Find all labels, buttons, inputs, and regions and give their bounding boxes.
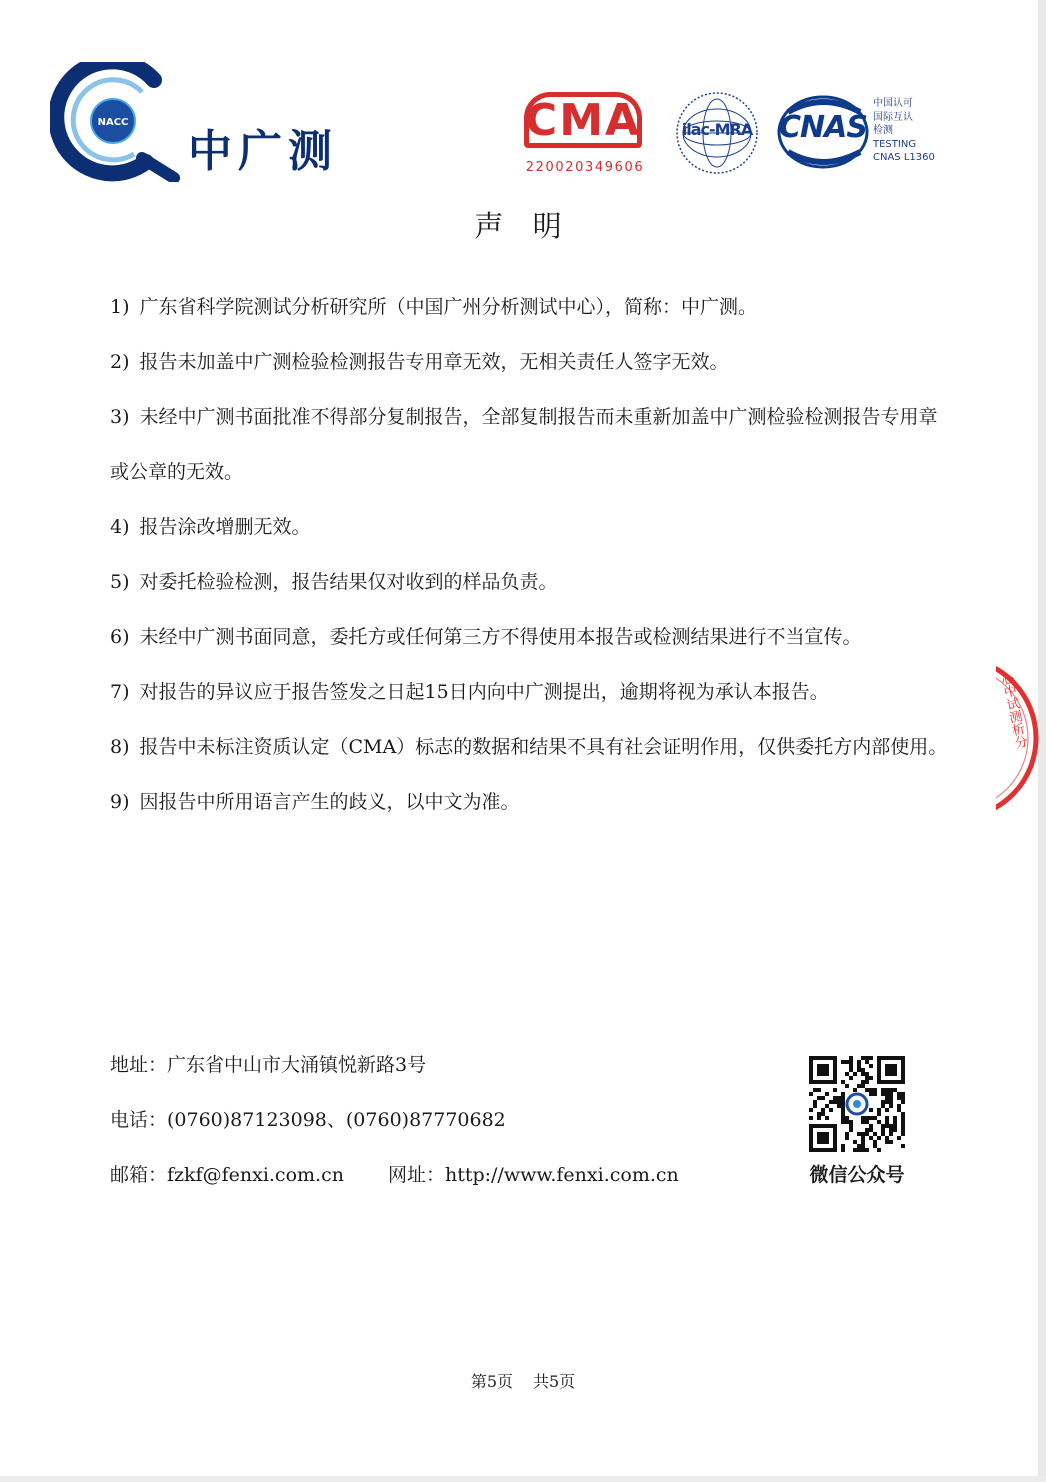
statement-item	[110, 280, 950, 335]
cma-letters: CMA	[524, 95, 642, 146]
statement-item	[110, 775, 950, 830]
nacc-logo	[50, 62, 360, 182]
page-title: 声 明	[474, 209, 572, 243]
statement-number: 6)	[110, 626, 130, 648]
red-seal	[996, 654, 1046, 822]
page-number-current: 第5页	[470, 1372, 513, 1391]
contact-address: 地址：广东省中山市大涌镇悦新路3号	[110, 1054, 427, 1076]
statement-list	[110, 280, 950, 830]
statement-number: 9)	[110, 791, 130, 813]
contact-website-link[interactable]: 网址：http://www.fenxi.com.cn	[387, 1164, 679, 1186]
statement-number: 4)	[110, 516, 130, 538]
statement-item	[110, 720, 950, 775]
statement-number: 7)	[110, 681, 130, 703]
statement-number: 8)	[110, 736, 130, 758]
logo-name: 中广测	[188, 126, 338, 177]
statement-number: 5)	[110, 571, 130, 593]
statement-text: 对委托检验检测，报告结果仅对收到的样品负责。	[139, 571, 558, 593]
logo-badge-text: NACC	[97, 117, 129, 128]
statement-text: 报告涂改增删无效。	[139, 516, 311, 538]
statement-text: 未经中广测书面批准不得部分复制报告，全部复制报告而未重新加盖中广测检验检测报告专用章或公章的无效。	[110, 406, 938, 483]
statement-text: 广东省科学院测试分析研究所（中国广州分析测试中心），简称：中广测。	[139, 296, 758, 318]
cnas-line: CNAS L1360	[873, 152, 935, 163]
seal-text: 心中试测析分	[997, 670, 1028, 751]
statement-text: 对报告的异议应于报告签发之日起15日内向中广测提出，逾期将视为承认本报告。	[139, 681, 829, 703]
ilac-text: ilac-MRA	[681, 120, 753, 139]
statement-number: 1)	[110, 296, 130, 318]
statement-item	[110, 500, 950, 555]
page-number-total: 共5页	[533, 1372, 576, 1391]
cnas-line: 国际互认	[873, 111, 913, 123]
qr-code-icon	[809, 1056, 905, 1152]
statement-item	[110, 665, 950, 720]
cma-mark	[521, 92, 649, 178]
qr-code[interactable]	[809, 1056, 905, 1152]
contact-email-link[interactable]: 邮箱：fzkf@fenxi.com.cn	[110, 1164, 344, 1186]
statement-item	[110, 610, 950, 665]
statement-item	[110, 335, 950, 390]
statement-number: 3)	[110, 406, 130, 428]
cnas-line: 检测	[873, 125, 893, 136]
statement-text: 因报告中所用语言产生的歧义，以中文为准。	[139, 791, 520, 813]
contact-email-website	[110, 1160, 679, 1190]
contact-phone: 电话：(0760)87123098、(0760)87770682	[110, 1109, 506, 1131]
magnifier-ring-logo-icon	[50, 62, 190, 182]
page-edge-bottom	[0, 1476, 1046, 1482]
statement-item	[110, 555, 950, 610]
cnas-info-lines	[873, 97, 935, 165]
cnas-text: CNAS	[779, 110, 867, 145]
ilac-mra-mark	[672, 90, 762, 176]
statement-text: 报告中未标注资质认定（CMA）标志的数据和结果不具有社会证明作用，仅供委托方内部使用。	[139, 736, 948, 758]
page-number	[0, 1370, 1046, 1394]
cma-number: 220020349606	[525, 160, 645, 175]
statement-text: 报告未加盖中广测检验检测报告专用章无效，无相关责任人签字无效。	[139, 351, 729, 373]
statement-number: 2)	[110, 351, 130, 373]
cnas-line: TESTING	[873, 138, 917, 150]
cnas-mark	[776, 94, 946, 170]
cnas-line: 中国认可	[873, 98, 913, 109]
qr-label: 微信公众号	[809, 1164, 905, 1186]
statement-text: 未经中广测书面同意，委托方或任何第三方不得使用本报告或检测结果进行不当宣传。	[139, 626, 862, 648]
statement-item	[110, 390, 950, 500]
